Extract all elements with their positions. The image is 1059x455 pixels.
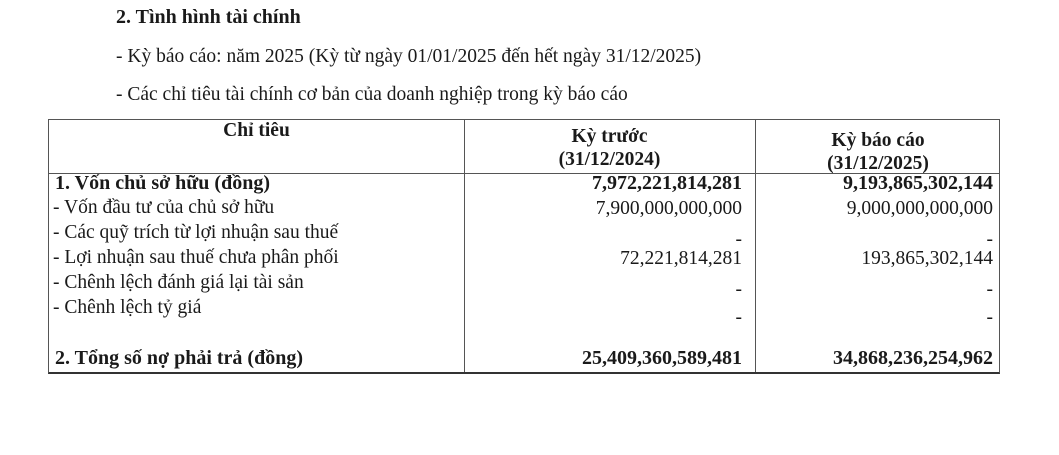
value-ky-bao-cao: 9,193,865,302,144 [843,172,993,194]
financial-table [48,119,1000,374]
header-text: Kỳ báo cáo [831,130,925,151]
value-ky-truoc: 7,972,221,814,281 [592,172,742,194]
row-label: - Chênh lệch đánh giá lại tài sản [53,272,304,293]
header-ky-bao-cao [755,129,1001,175]
row-label: - Các quỹ trích từ lợi nhuận sau thuế [53,222,339,243]
header-chi-tieu [49,119,464,142]
header-ky-truoc [464,125,755,171]
header-date: (31/12/2025) [827,153,929,174]
value-ky-truoc: - [735,279,742,300]
row-label: - Vốn đầu tư của chủ sở hữu [53,197,275,218]
header-text: Kỳ trước [571,126,648,147]
value-ky-bao-cao: - [986,279,993,300]
row-label: - Chênh lệch tỷ giá [53,297,202,318]
value-ky-truoc: - [735,229,742,250]
header-date: (31/12/2024) [558,149,661,170]
value-ky-bao-cao: - [986,229,993,250]
row-label: - Lợi nhuận sau thuế chưa phân phối [53,247,339,268]
value-ky-truoc: 7,900,000,000,000 [595,198,742,219]
value-ky-truoc: 25,409,360,589,481 [582,347,742,369]
row-label: 1. Vốn chủ sở hữu (đồng) [55,172,270,194]
period-line: - Kỳ báo cáo: năm 2025 (Kỳ từ ngày 01/01/2025 đến hết ngày 31/12/2025) [116,46,702,67]
intro-line: - Các chỉ tiêu tài chính cơ bản của doanh nghiệp trong kỳ báo cáo [116,84,628,105]
value-ky-truoc: - [735,307,742,328]
value-ky-truoc: 72,221,814,281 [620,248,742,269]
value-ky-bao-cao: 193,865,302,144 [861,248,993,269]
value-ky-bao-cao: 9,000,000,000,000 [846,198,993,219]
section-title: 2. Tình hình tài chính [116,6,301,28]
header-text: Chỉ tiêu [223,120,290,141]
value-ky-bao-cao: 34,868,236,254,962 [833,347,993,369]
value-ky-bao-cao: - [986,307,993,328]
row-label: 2. Tổng số nợ phải trả (đồng) [55,347,303,369]
